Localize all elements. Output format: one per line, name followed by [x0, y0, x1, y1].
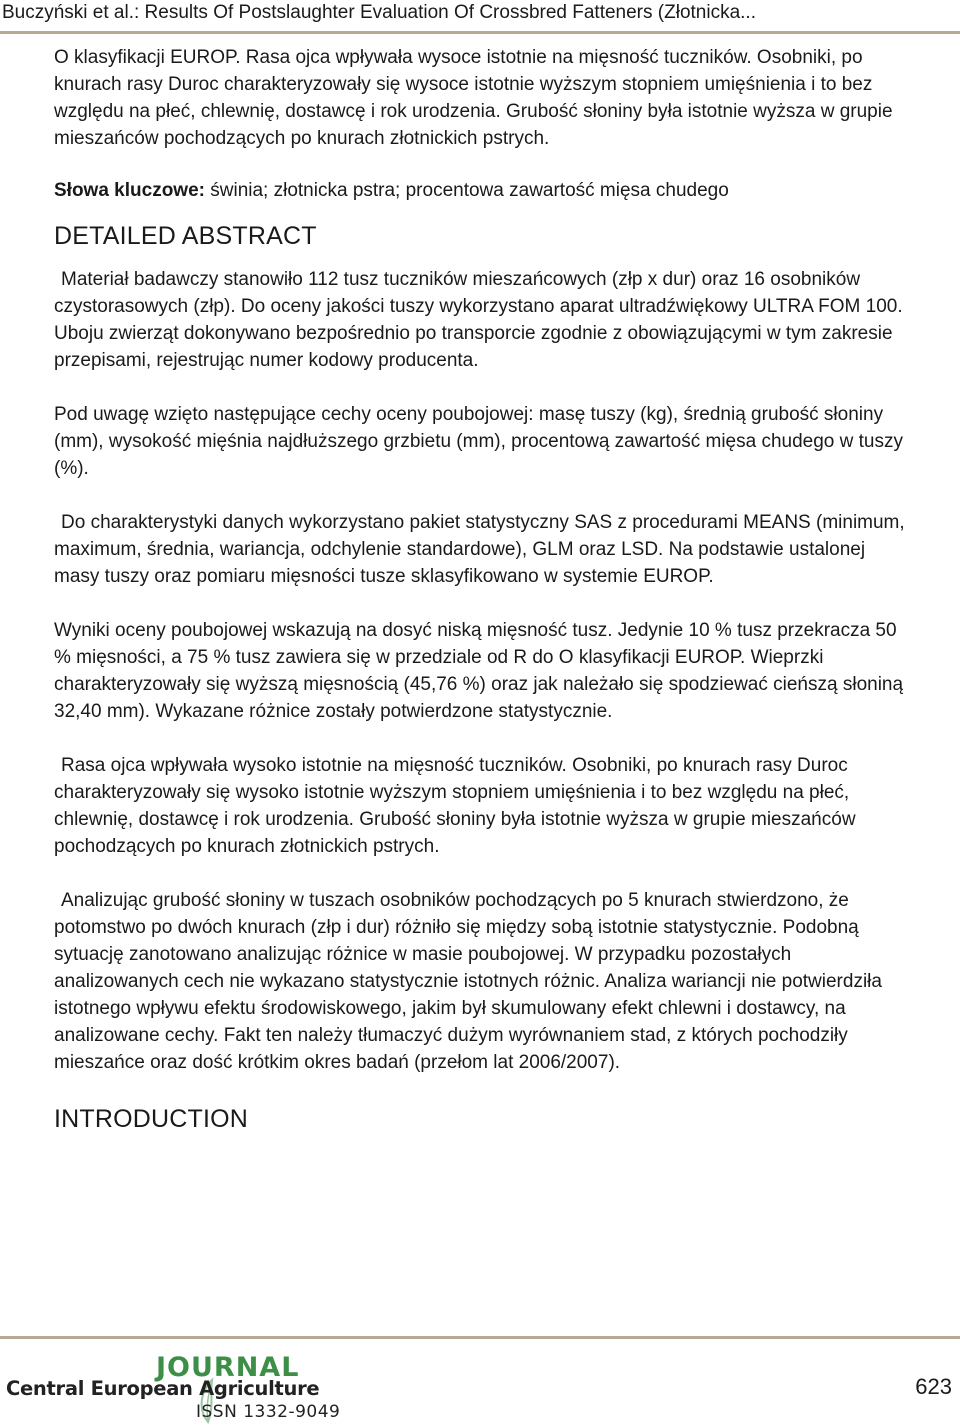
abstract-paragraph: Materiał badawczy stanowiło 112 tusz tuczników mieszańcowych (złp x dur) oraz 16 osobników czystorasowych (złp). Do oceny jakości tuszy wykorzystano aparat ultradźwiękowy ULTRA FOM 100. Uboju zwierząt dokonywano bezpośrednio po transporcie zgodnie z obowiązującymi w tym zakresie przepisami, rejestrując numer kodowy producenta.: [54, 269, 903, 371]
abstract-paragraph: Rasa ojca wpływała wysoko istotnie na mięsność tuczników. Osobniki, po knurach rasy Duroc charakteryzowały się wysoko istotnie wyższym stopniem umięśnienia i to bez względu na płeć, chlewnię, dostawcę i rok urodzenia. Grubość słoniny była istotnie wyższa w grupie mieszańców pochodzących po knurach złotnickich pstrych.: [54, 755, 856, 857]
abstract-paragraph: Wyniki oceny poubojowej wskazują na dosyć niską mięsność tusz. Jedynie 10 % tusz przekracza 50 % mięsności, a 75 % tusz zawiera się w przedziale od R do O klasyfikacji EUROP. Wieprzki charakteryzowały się wyższą mięsnością (45,76 %) oraz jak należało się spodziewać cieńszą słoniną 32,40 mm). Wykazane różnice zostały potwierdzone statystycznie.: [54, 620, 904, 722]
logo-journal-name: Central European Agriculture: [6, 1377, 320, 1400]
intro-paragraph: O klasyfikacji EUROP. Rasa ojca wpływała wysoce istotnie na mięsność tuczników. Osobniki, po knurach rasy Duroc charakteryzowały się wysoce istotnie wyższym stopniem umięśnienia i to bez względu na płeć, chlewnię, dostawcę i rok urodzenia. Grubość słoniny była istotnie wyższa w grupie mieszańców pochodzących po knurach złotnickich pstrych.: [54, 47, 893, 149]
abstract-paragraph: Do charakterystyki danych wykorzystano pakiet statystyczny SAS z procedurami MEANS (minimum, maximum, średnia, wariancja, odchylenie standardowe), GLM oraz LSD. Na podstawie ustalonej masy tuszy oraz pomiaru mięsności tusze sklasyfikowano w systemie EUROP.: [54, 512, 905, 587]
logo-journal-word: JOURNAL: [156, 1352, 300, 1383]
abstract-paragraph: Pod uwagę wzięto następujące cechy oceny poubojowej: masę tuszy (kg), średnią grubość słoniny (mm), wysokość mięśnia najdłuższego grzbietu (mm), procentową zawartość mięsa chudego w tuszy (%).: [54, 404, 903, 479]
keywords-label: Słowa kluczowe:: [54, 180, 205, 201]
abstract-paragraph: Analizując grubość słoniny w tuszach osobników pochodzących po 5 knurach stwierdzono, że potomstwo po dwóch knurach (złp i dur) różniło się między sobą istotnie statystycznie. Podobną sytuację zanotowano analizując różnice w masie poubojowej. W przypadku pozostałych analizowanych cech nie wykazano statystycznie istotnych różnic. Analiza wariancji nie potwierdziła istotnego wpływu efektu środowiskowego, jakim był skumulowany efekt chlewni i dostawcy, na analizowane cechy. Fakt ten należy tłumaczyć dużym wyrównaniem stad, z których pochodziły mieszańce oraz dość krótkim okres badań (przełom lat 2006/2007).: [54, 890, 882, 1073]
introduction-heading: INTRODUCTION: [54, 1105, 249, 1133]
keywords-line: [54, 177, 914, 204]
running-header: Buczyński et al.: Results Of Postslaughter Evaluation Of Crossbred Fatteners (Złotnicka...: [2, 2, 756, 23]
page-number: 623: [915, 1374, 952, 1399]
footer-rule: [0, 1336, 960, 1339]
logo-issn: ISSN 1332-9049: [196, 1402, 341, 1422]
article-body: [54, 44, 914, 1134]
detailed-abstract-heading: DETAILED ABSTRACT: [54, 222, 317, 250]
journal-logo: [6, 1350, 346, 1424]
keywords-text: świnia; złotnicka pstra; procentowa zawartość mięsa chudego: [204, 180, 729, 201]
header-rule: [0, 31, 960, 34]
